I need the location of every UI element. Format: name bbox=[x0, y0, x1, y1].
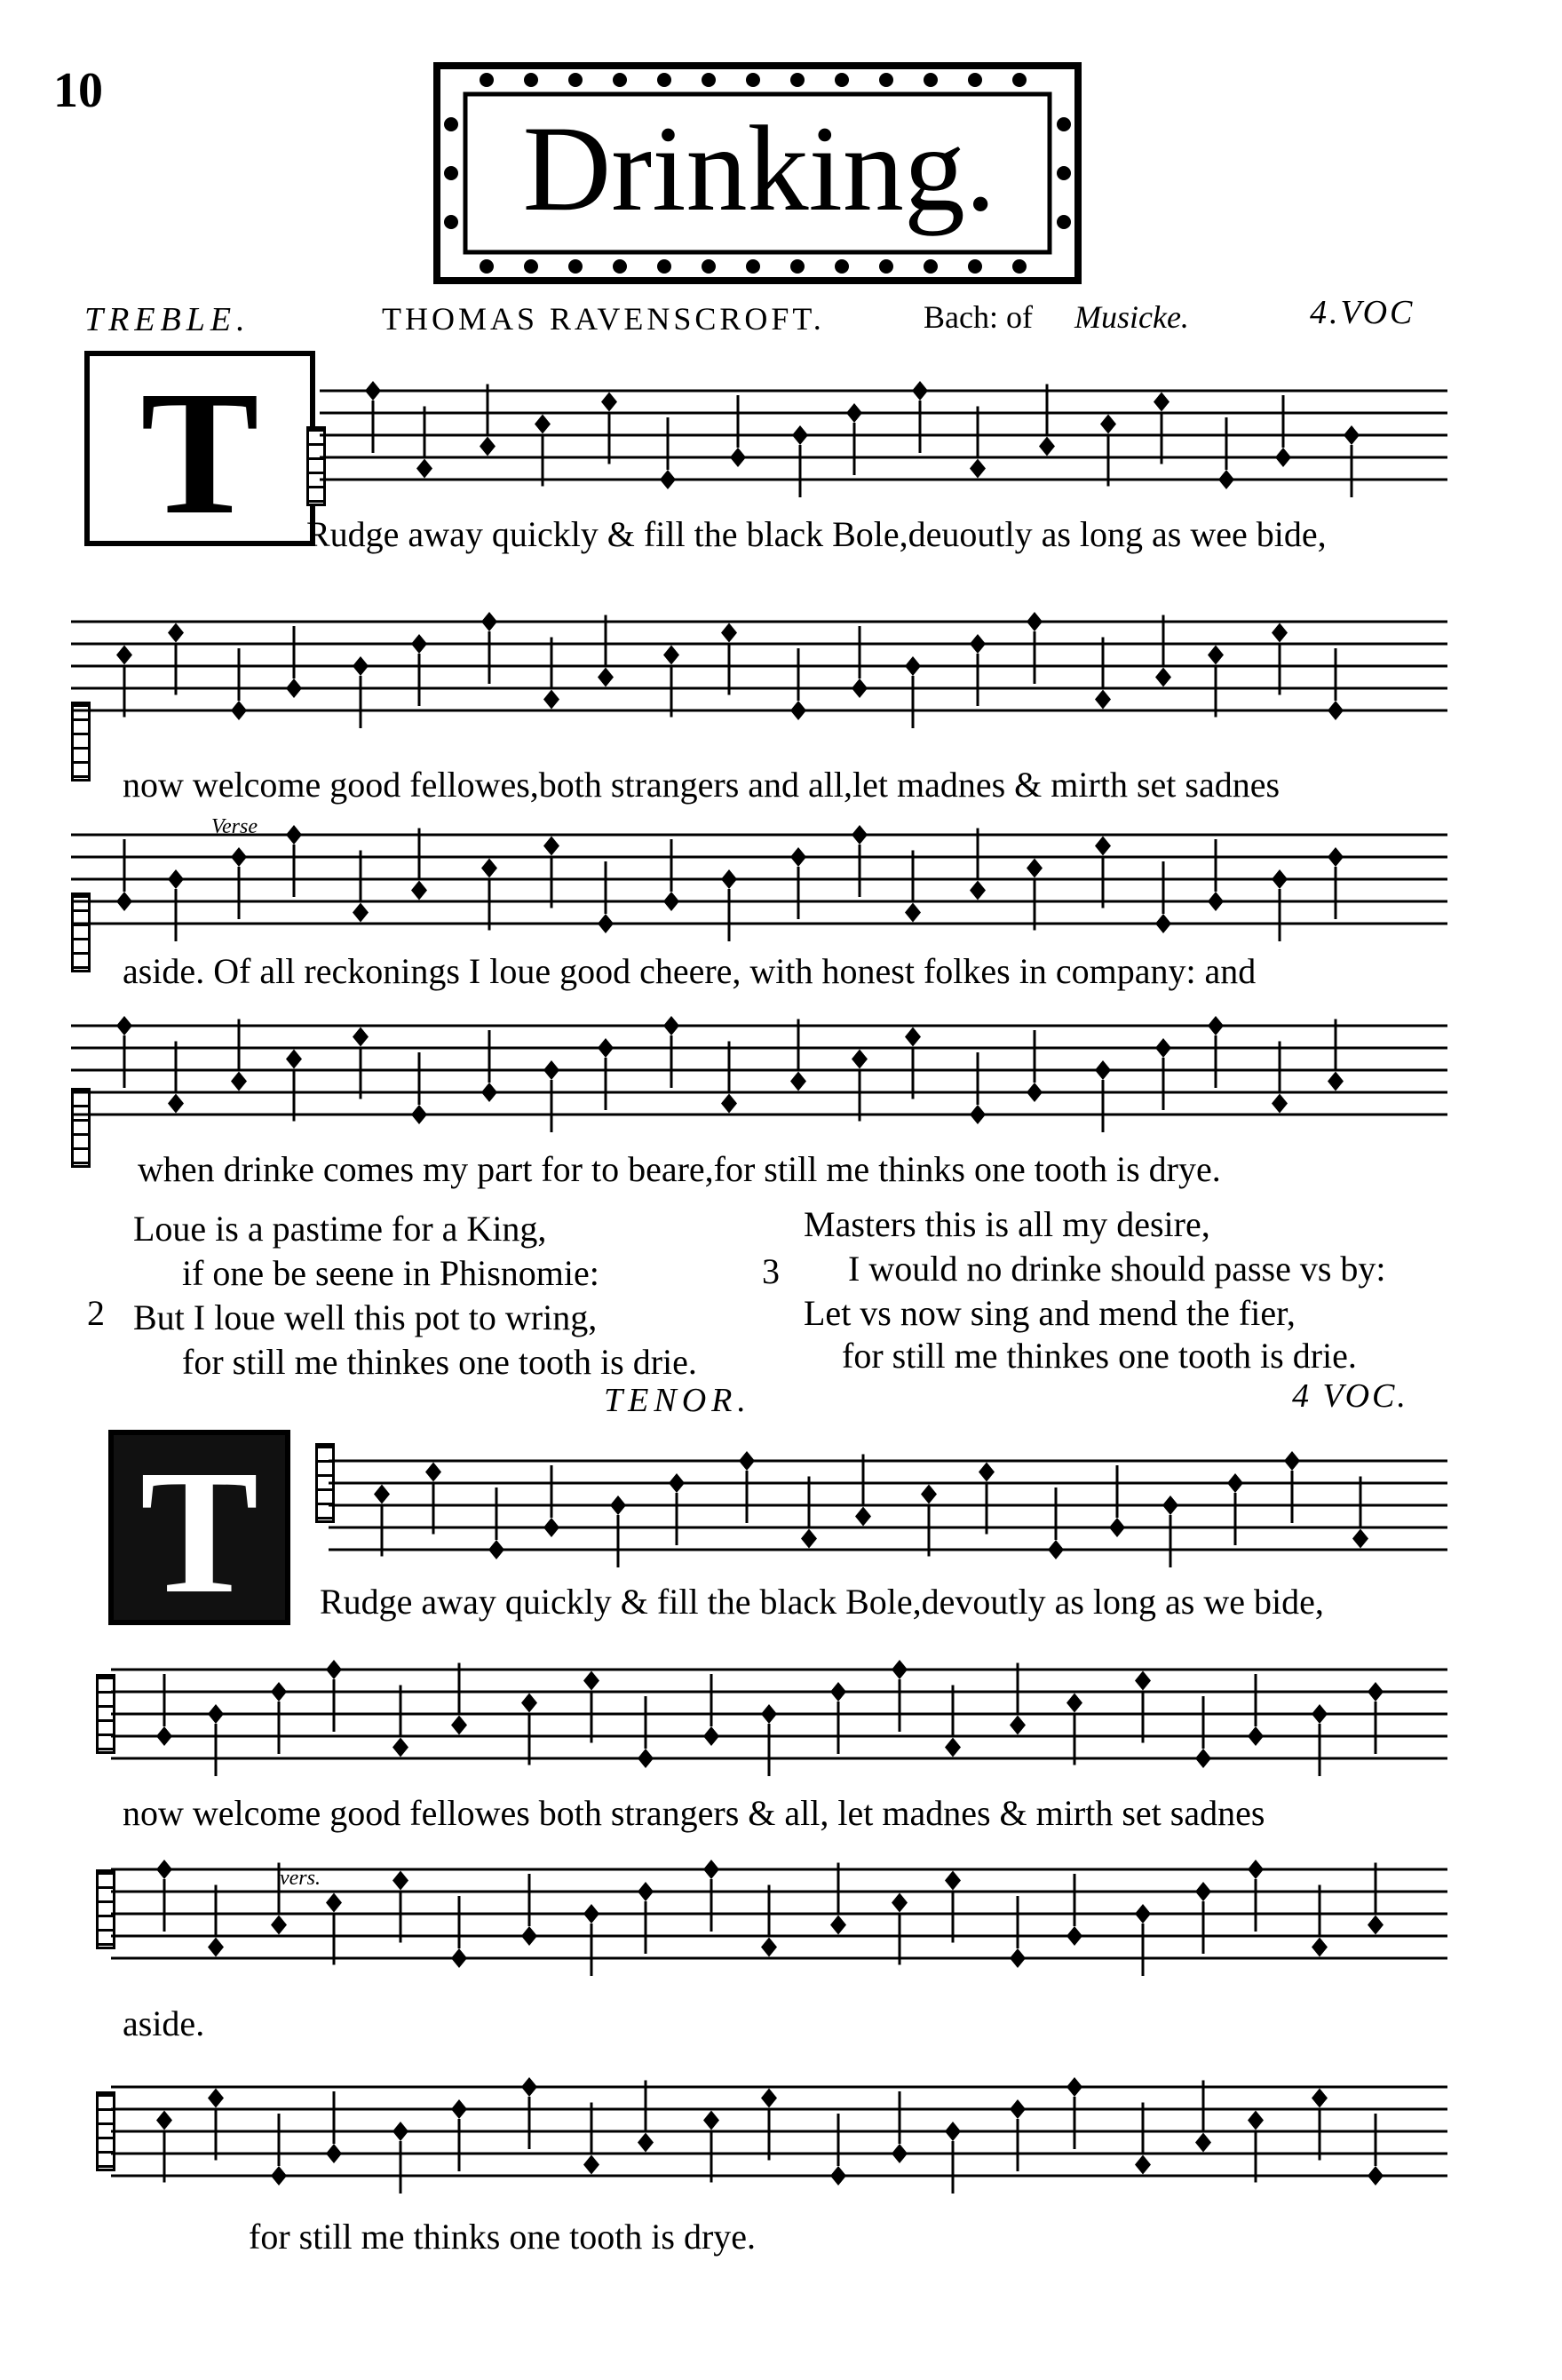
note-head bbox=[168, 623, 184, 643]
tenor-lyric-line-3: aside. bbox=[123, 2003, 205, 2043]
note-head bbox=[392, 1738, 408, 1757]
note-head bbox=[892, 2144, 908, 2163]
note-head bbox=[905, 1027, 921, 1047]
note-head bbox=[1275, 448, 1291, 467]
note-head bbox=[1162, 1495, 1178, 1515]
note-head bbox=[543, 837, 559, 856]
note-head bbox=[1155, 914, 1171, 933]
stanza-3-line-3: Let vs now sing and mend the fier, bbox=[804, 1293, 1296, 1333]
note-head bbox=[1109, 1518, 1125, 1537]
note-head bbox=[416, 459, 432, 479]
note-head bbox=[1248, 2111, 1264, 2130]
note-head bbox=[286, 678, 302, 698]
note-head bbox=[156, 2111, 172, 2130]
note-head bbox=[945, 2122, 961, 2141]
stanza-3-line-4: for still me thinkes one tooth is drie. bbox=[842, 1336, 1357, 1376]
note-head bbox=[411, 881, 427, 900]
treble-staff-4 bbox=[71, 1008, 1447, 1141]
note-head bbox=[1095, 1060, 1111, 1080]
note-head bbox=[1328, 1072, 1344, 1091]
treble-lyric-line-2: now welcome good fellowes,both strangers and all,let madnes & mirth set sadnes bbox=[123, 765, 1281, 805]
note-head bbox=[1227, 1473, 1243, 1493]
treble-decorated-initial bbox=[84, 351, 315, 551]
treble-staff-1 bbox=[320, 373, 1447, 506]
note-head bbox=[945, 1871, 961, 1891]
note-head bbox=[830, 2166, 846, 2186]
note-head bbox=[583, 1904, 599, 1924]
tenor-decorated-initial bbox=[108, 1430, 290, 1630]
note-head bbox=[790, 701, 806, 720]
note-head bbox=[905, 903, 921, 923]
note-head bbox=[892, 1893, 908, 1913]
treble-lyric-line-4: when drinke comes my part for to beare,for still me thinks one tooth is drye. bbox=[138, 1149, 1221, 1189]
note-head bbox=[1135, 1904, 1151, 1924]
note-head bbox=[1312, 2089, 1328, 2108]
note-head bbox=[535, 415, 551, 434]
note-head bbox=[1135, 2155, 1151, 2175]
note-head bbox=[1272, 1094, 1288, 1114]
note-head bbox=[1100, 415, 1116, 434]
note-head bbox=[638, 1882, 654, 1901]
note-head bbox=[271, 1682, 287, 1702]
note-head bbox=[1027, 1083, 1043, 1102]
stanza-3-line-2: I would no drinke should passe vs by: bbox=[848, 1249, 1386, 1289]
note-head bbox=[116, 892, 132, 911]
note-head bbox=[598, 914, 614, 933]
note-head bbox=[739, 1451, 755, 1471]
note-head bbox=[855, 1507, 871, 1527]
note-head bbox=[451, 1716, 467, 1735]
note-head bbox=[1155, 1038, 1171, 1058]
note-head bbox=[1284, 1451, 1300, 1471]
note-head bbox=[271, 2166, 287, 2186]
note-head bbox=[601, 393, 617, 412]
tenor-staff-3 bbox=[111, 1852, 1447, 1985]
note-head bbox=[846, 403, 862, 423]
note-head bbox=[543, 1060, 559, 1080]
note-head bbox=[286, 1050, 302, 1069]
note-head bbox=[703, 2111, 719, 2130]
tenor-staff-4 bbox=[111, 2069, 1447, 2202]
note-head bbox=[353, 1027, 369, 1047]
treble-lyric-line-3: aside. Of all reckonings I loue good cheere, with honest folkes in company: and bbox=[123, 951, 1257, 991]
note-head bbox=[638, 2133, 654, 2153]
note-head bbox=[730, 448, 746, 467]
note-head bbox=[543, 1518, 559, 1537]
note-head bbox=[1208, 646, 1224, 665]
note-head bbox=[231, 701, 247, 720]
note-head bbox=[663, 892, 679, 911]
stanza-2-line-4: for still me thinkes one tooth is drie. bbox=[182, 1342, 697, 1382]
note-head bbox=[1272, 623, 1288, 643]
note-head bbox=[1095, 837, 1111, 856]
note-head bbox=[638, 1749, 654, 1768]
note-head bbox=[970, 459, 986, 479]
note-head bbox=[1010, 1948, 1026, 1968]
treble-verse-mark: Verse bbox=[211, 815, 258, 838]
note-head bbox=[598, 668, 614, 687]
note-head bbox=[411, 634, 427, 654]
stanza-2-line-2: if one be seene in Phisnomie: bbox=[182, 1253, 599, 1293]
note-head bbox=[271, 1916, 287, 1935]
note-head bbox=[1272, 869, 1288, 889]
note-head bbox=[208, 2089, 224, 2108]
note-head bbox=[1312, 1938, 1328, 1957]
note-head bbox=[830, 1682, 846, 1702]
note-head bbox=[425, 1463, 441, 1482]
stanza-3-line-1: Masters this is all my desire, bbox=[804, 1204, 1210, 1244]
tenor-initial-letter: T bbox=[139, 1434, 259, 1630]
tenor-part-label: TENOR. bbox=[604, 1382, 751, 1419]
note-head bbox=[1344, 425, 1360, 445]
note-head bbox=[583, 2155, 599, 2175]
note-head bbox=[852, 825, 868, 845]
note-head bbox=[1368, 1682, 1384, 1702]
note-head bbox=[583, 1671, 599, 1691]
note-head bbox=[481, 612, 497, 631]
stanza-3-number: 3 bbox=[762, 1251, 780, 1291]
note-head bbox=[231, 847, 247, 867]
note-head bbox=[156, 1860, 172, 1879]
note-head bbox=[970, 881, 986, 900]
note-head bbox=[116, 646, 132, 665]
note-head bbox=[353, 903, 369, 923]
note-head bbox=[610, 1495, 626, 1515]
note-head bbox=[488, 1540, 504, 1559]
note-head bbox=[480, 437, 496, 456]
note-head bbox=[326, 1893, 342, 1913]
note-head bbox=[660, 470, 676, 489]
composer-name: THOMAS RAVENSCROFT. bbox=[382, 301, 825, 337]
note-head bbox=[1328, 701, 1344, 720]
tenor-lyric-line-2: now welcome good fellowes both strangers & all, let madnes & mirth set sadnes bbox=[123, 1793, 1265, 1833]
note-head bbox=[1039, 437, 1055, 456]
note-head bbox=[663, 1016, 679, 1035]
note-head bbox=[1135, 1671, 1151, 1691]
note-head bbox=[208, 1704, 224, 1724]
composer-degree: Bach: of bbox=[924, 299, 1033, 335]
note-head bbox=[892, 1660, 908, 1679]
note-head bbox=[1208, 892, 1224, 911]
note-head bbox=[669, 1473, 685, 1493]
note-head bbox=[912, 381, 928, 401]
note-head bbox=[721, 623, 737, 643]
note-head bbox=[1312, 1704, 1328, 1724]
note-head bbox=[761, 1704, 777, 1724]
tenor-staff-2 bbox=[111, 1652, 1447, 1794]
note-head bbox=[721, 1094, 737, 1114]
note-head bbox=[326, 2144, 342, 2163]
note-head bbox=[1010, 1716, 1026, 1735]
note-head bbox=[970, 1105, 986, 1124]
note-head bbox=[168, 1094, 184, 1114]
treble-staff-2 bbox=[71, 604, 1447, 746]
note-head bbox=[1368, 2166, 1384, 2186]
note-head bbox=[830, 1916, 846, 1935]
note-head bbox=[790, 847, 806, 867]
note-head bbox=[156, 1726, 172, 1746]
note-head bbox=[168, 869, 184, 889]
treble-staff-3 bbox=[71, 817, 1447, 950]
page-title: Drinking. bbox=[522, 100, 996, 236]
note-head bbox=[721, 869, 737, 889]
stanza-2-line-1: Loue is a pastime for a King, bbox=[133, 1209, 547, 1249]
note-head bbox=[801, 1529, 817, 1549]
tenor-voices-label: 4 VOC. bbox=[1292, 1377, 1408, 1415]
note-head bbox=[792, 425, 808, 445]
treble-lyric-line-1: Rudge away quickly & fill the black Bole,deuoutly as long as wee bide, bbox=[306, 514, 1327, 554]
note-head bbox=[543, 690, 559, 710]
note-head bbox=[852, 678, 868, 698]
note-head bbox=[945, 1738, 961, 1757]
note-head bbox=[790, 1072, 806, 1091]
note-head bbox=[905, 656, 921, 676]
stanza-2-line-3: But I loue well this pot to wring, bbox=[133, 1297, 598, 1337]
note-head bbox=[353, 656, 369, 676]
note-head bbox=[1095, 690, 1111, 710]
note-head bbox=[1155, 668, 1171, 687]
note-head bbox=[1154, 393, 1170, 412]
note-head bbox=[1066, 1694, 1082, 1713]
note-head bbox=[703, 1726, 719, 1746]
note-head bbox=[451, 1948, 467, 1968]
note-head bbox=[1368, 1916, 1384, 1935]
note-head bbox=[1010, 2099, 1026, 2119]
page-number: 10 bbox=[53, 63, 103, 118]
tenor-staff-1 bbox=[329, 1443, 1447, 1576]
note-head bbox=[481, 859, 497, 878]
composer-degree-field: Musicke. bbox=[1074, 299, 1189, 335]
note-head bbox=[411, 1105, 427, 1124]
note-head bbox=[231, 1072, 247, 1091]
tenor-lyric-line-1: Rudge away quickly & fill the black Bole,devoutly as long as we bide, bbox=[320, 1582, 1324, 1622]
note-head bbox=[761, 2089, 777, 2108]
note-head bbox=[979, 1463, 995, 1482]
treble-voices-label: 4.VOC bbox=[1310, 294, 1415, 331]
note-head bbox=[970, 634, 986, 654]
note-head bbox=[365, 381, 381, 401]
note-head bbox=[598, 1038, 614, 1058]
note-head bbox=[521, 1694, 537, 1713]
note-head bbox=[761, 1938, 777, 1957]
note-head bbox=[1328, 847, 1344, 867]
note-head bbox=[1218, 470, 1234, 489]
treble-part-label: TREBLE. bbox=[84, 301, 250, 338]
tenor-verse-mark: vers. bbox=[280, 1867, 321, 1890]
note-head bbox=[921, 1485, 937, 1504]
tenor-lyric-line-4: for still me thinks one tooth is drye. bbox=[249, 2217, 757, 2257]
note-head bbox=[521, 2077, 537, 2097]
note-head bbox=[1066, 1926, 1082, 1946]
note-head bbox=[208, 1938, 224, 1957]
note-head bbox=[374, 1485, 390, 1504]
note-head bbox=[1048, 1540, 1064, 1559]
note-head bbox=[703, 1860, 719, 1879]
note-head bbox=[1027, 859, 1043, 878]
treble-initial-letter: T bbox=[140, 355, 259, 551]
note-head bbox=[663, 646, 679, 665]
note-head bbox=[1027, 612, 1043, 631]
note-head bbox=[1208, 1016, 1224, 1035]
note-head bbox=[1195, 1882, 1211, 1901]
note-head bbox=[286, 825, 302, 845]
note-head bbox=[116, 1016, 132, 1035]
note-head bbox=[1066, 2077, 1082, 2097]
note-head bbox=[481, 1083, 497, 1102]
note-head bbox=[521, 1926, 537, 1946]
note-head bbox=[1352, 1529, 1368, 1549]
note-head bbox=[1195, 1749, 1211, 1768]
note-head bbox=[326, 1660, 342, 1679]
note-head bbox=[852, 1050, 868, 1069]
note-head bbox=[392, 1871, 408, 1891]
note-head bbox=[451, 2099, 467, 2119]
note-head bbox=[1195, 2133, 1211, 2153]
note-head bbox=[1248, 1860, 1264, 1879]
stanza-2-number: 2 bbox=[87, 1293, 105, 1333]
note-head bbox=[392, 2122, 408, 2141]
note-head bbox=[1248, 1726, 1264, 1746]
